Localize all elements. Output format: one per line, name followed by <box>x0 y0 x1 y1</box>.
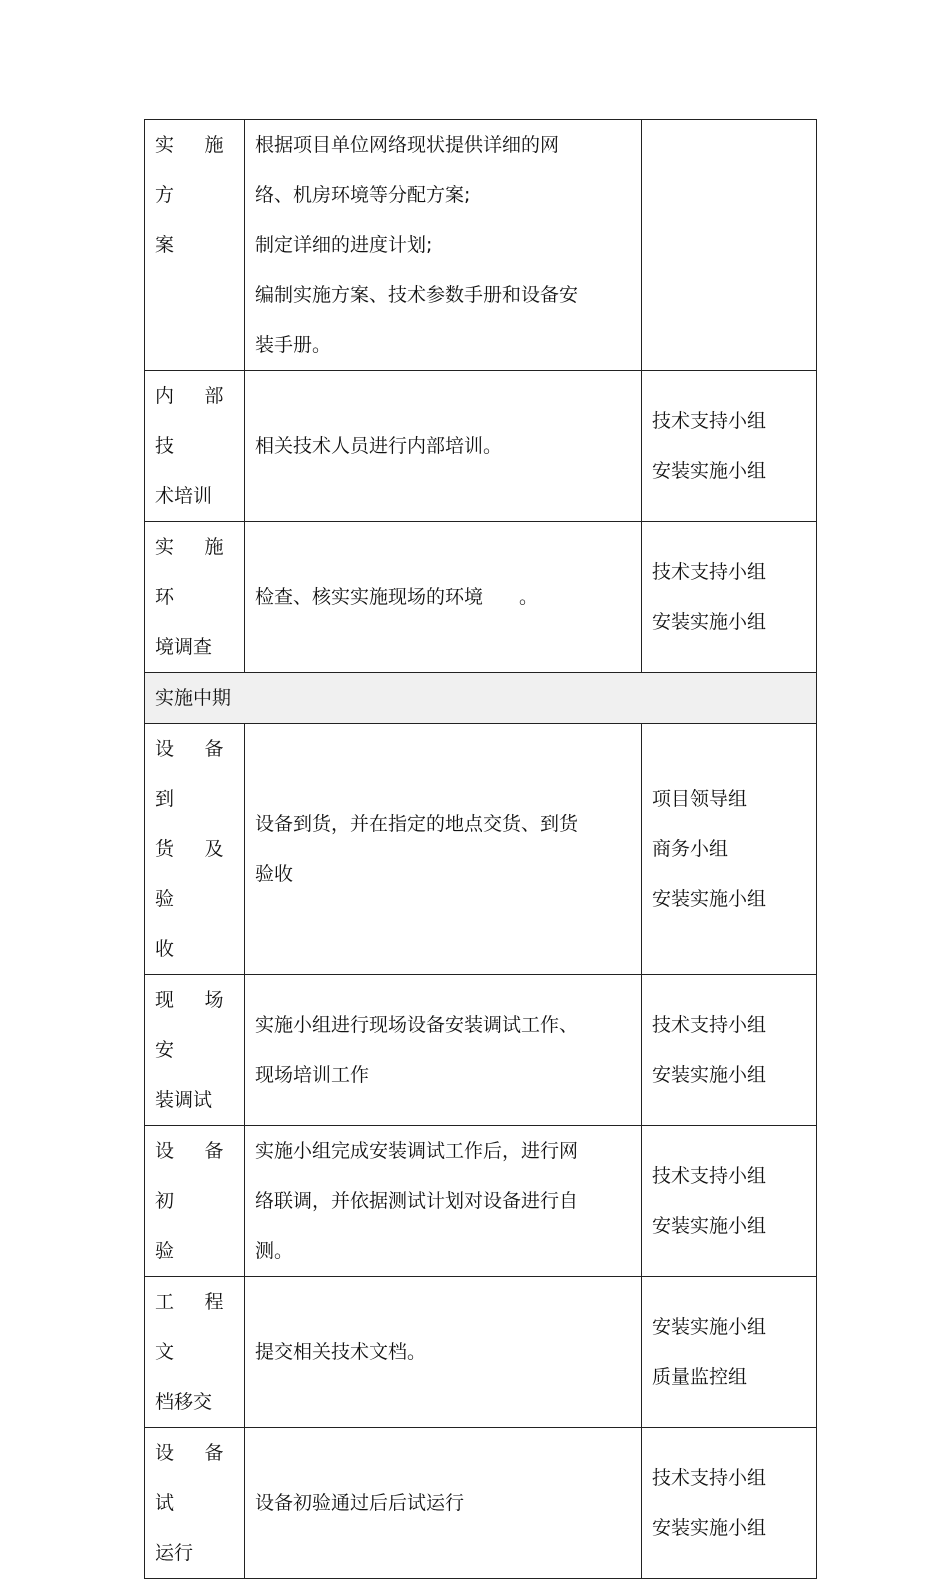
task-line: 设备到 <box>155 738 234 810</box>
team-line: 安装实施小组 <box>652 1215 767 1237</box>
task-line: 运行 <box>155 1542 194 1564</box>
desc-line: 测。 <box>255 1240 294 1262</box>
desc-line: 实施小组完成安装调试工作后，进行网 <box>255 1140 579 1162</box>
team-line: 技术支持小组 <box>652 1014 767 1036</box>
team-line: 安装实施小组 <box>652 1064 767 1086</box>
task-cell <box>145 120 245 371</box>
task-line: 案 <box>155 234 175 256</box>
task-line: 境调查 <box>155 636 213 658</box>
task-line: 内部技 <box>155 385 234 457</box>
task-line: 收 <box>155 938 175 960</box>
desc-line: 现场培训工作 <box>255 1064 370 1086</box>
team-cell <box>642 975 817 1126</box>
desc-cell <box>245 724 642 975</box>
team-line: 安装实施小组 <box>652 1316 767 1338</box>
team-line: 质量监控组 <box>652 1366 748 1388</box>
team-line: 技术支持小组 <box>652 1165 767 1187</box>
team-line: 安装实施小组 <box>652 460 767 482</box>
desc-line: 设备初验通过后后试运行 <box>255 1492 465 1514</box>
table-row <box>145 975 817 1126</box>
table-row <box>145 724 817 975</box>
desc-cell <box>245 1126 642 1277</box>
desc-line: 根据项目单位网络现状提供详细的网 <box>255 134 560 156</box>
desc-line: 相关技术人员进行内部培训。 <box>255 435 503 457</box>
task-line: 实施环 <box>155 536 234 608</box>
desc-line: 设备到货，并在指定的地点交货、到货 <box>255 813 579 835</box>
task-line: 设备试 <box>155 1442 234 1514</box>
desc-cell <box>245 975 642 1126</box>
team-cell <box>642 522 817 673</box>
task-line: 术培训 <box>155 485 213 507</box>
task-line: 工程文 <box>155 1291 234 1363</box>
task-line: 实施方 <box>155 134 234 206</box>
desc-line: 装手册。 <box>255 334 332 356</box>
desc-line: 络联调，并依据测试计划对设备进行自 <box>255 1190 579 1212</box>
task-cell <box>145 1277 245 1428</box>
table-row <box>145 371 817 522</box>
phase-row <box>145 673 817 724</box>
team-line: 商务小组 <box>652 838 729 860</box>
table-row <box>145 1126 817 1277</box>
desc-line: 验收 <box>255 863 294 885</box>
table-row <box>145 1277 817 1428</box>
desc-line: 检查、核实实施现场的环境 。 <box>255 586 539 608</box>
desc-line: 编制实施方案、技术参数手册和设备安 <box>255 284 579 306</box>
team-line: 技术支持小组 <box>652 1467 767 1489</box>
task-line: 验 <box>155 1240 175 1262</box>
task-cell <box>145 1126 245 1277</box>
team-line: 项目领导组 <box>652 788 748 810</box>
team-cell <box>642 120 817 371</box>
team-line: 技术支持小组 <box>652 410 767 432</box>
team-cell <box>642 724 817 975</box>
table-row <box>145 522 817 673</box>
task-cell <box>145 975 245 1126</box>
team-cell <box>642 1428 817 1579</box>
team-cell <box>642 1277 817 1428</box>
team-line: 技术支持小组 <box>652 561 767 583</box>
task-cell <box>145 522 245 673</box>
team-line: 安装实施小组 <box>652 888 767 910</box>
desc-line: 制定详细的进度计划; <box>255 234 433 256</box>
task-line: 设备初 <box>155 1140 234 1212</box>
desc-cell <box>245 120 642 371</box>
desc-cell <box>245 1428 642 1579</box>
phase-cell: 实施中期 <box>145 673 817 724</box>
task-cell <box>145 371 245 522</box>
team-line: 安装实施小组 <box>652 611 767 633</box>
task-cell <box>145 724 245 975</box>
desc-line: 实施小组进行现场设备安装调试工作、 <box>255 1014 579 1036</box>
desc-cell <box>245 522 642 673</box>
task-cell <box>145 1428 245 1579</box>
task-line: 档移交 <box>155 1391 213 1413</box>
team-cell <box>642 371 817 522</box>
desc-cell <box>245 371 642 522</box>
desc-line: 络、机房环境等分配方案; <box>255 184 471 206</box>
table-row <box>145 1428 817 1579</box>
table-row <box>145 120 817 371</box>
task-line: 货及验 <box>155 838 234 910</box>
desc-cell <box>245 1277 642 1428</box>
task-line: 现场安 <box>155 989 234 1061</box>
team-line: 安装实施小组 <box>652 1517 767 1539</box>
task-line: 装调试 <box>155 1089 213 1111</box>
implementation-table <box>144 119 817 1579</box>
team-cell <box>642 1126 817 1277</box>
desc-line: 提交相关技术文档。 <box>255 1341 427 1363</box>
